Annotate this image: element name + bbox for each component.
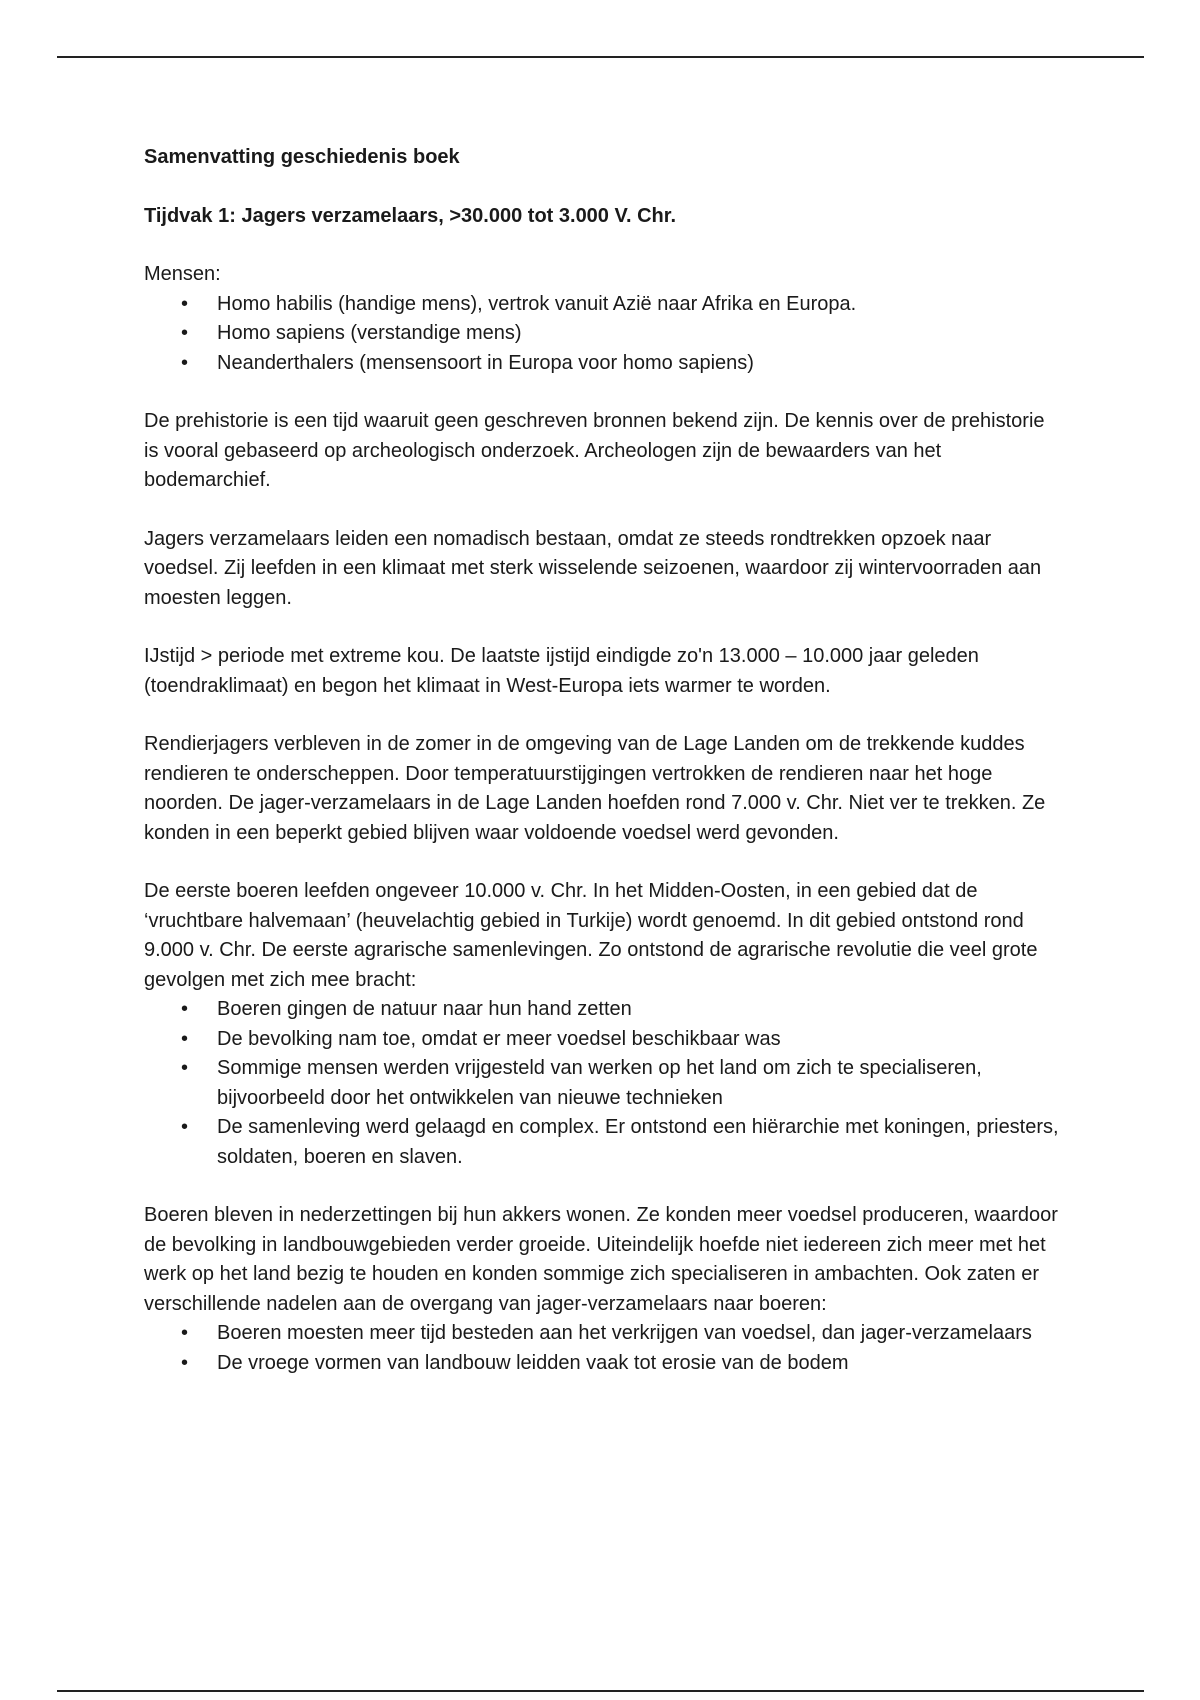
list-item: • Boeren moesten meer tijd besteden aan het verkrijgen van voedsel, dan jager-verzamelaars bbox=[144, 1319, 1064, 1349]
bullet-icon: • bbox=[181, 322, 189, 344]
document-title: Samenvatting geschiedenis boek bbox=[144, 146, 460, 168]
paragraph-first-farmers: De eerste boeren leefden ongeveer 10.000 v. Chr. In het Midden-Oosten, in een gebied dat de ‘vruchtbare halvemaan’ (heuvelachtig gebied in Turkije) wordt genoemd. In dit gebied ontstond rond 9.000 v. Chr. De eerste agrarische samenlevingen. Zo ontstond de agrarische revolutie die veel grote gevolgen met zich mee bracht: bbox=[144, 880, 1038, 991]
revolution-list bbox=[144, 995, 1064, 1172]
people-list bbox=[144, 290, 1064, 379]
paragraph-settlements: Boeren bleven in nederzettingen bij hun akkers wonen. Ze konden meer voedsel produceren, waardoor de bevolking in landbouwgebieden verder groeide. Uiteindelijk hoefde niet iedereen zich meer met het werk op het land bezig te houden en konden sommige zich specialiseren in ambachten. Ook zaten er verschillende nadelen aan de overgang van jager-verzamelaars naar boeren: bbox=[144, 1204, 1058, 1315]
bullet-icon: • bbox=[181, 1116, 189, 1138]
bottom-rule bbox=[57, 1690, 1144, 1692]
people-heading: Mensen: bbox=[144, 263, 221, 285]
disadvantages-list bbox=[144, 1319, 1064, 1378]
bullet-icon: • bbox=[181, 998, 189, 1020]
bullet-icon: • bbox=[181, 1351, 189, 1374]
bullet-icon: • bbox=[181, 1322, 189, 1344]
list-item: • Sommige mensen werden vrijgesteld van werken op het land om zich te specialiseren, bijvoorbeeld door het ontwikkelen van nieuwe technieken bbox=[144, 1054, 1064, 1113]
paragraph-ice-age: IJstijd > periode met extreme kou. De laatste ijstijd eindigde zo'n 13.000 – 10.000 jaar geleden (toendraklimaat) en begon het klimaat in West-Europa iets warmer te worden. bbox=[144, 645, 979, 697]
document-subtitle: Tijdvak 1: Jagers verzamelaars, >30.000 tot 3.000 V. Chr. bbox=[144, 204, 677, 227]
list-item: • De samenleving werd gelaagd en complex. Er ontstond een hiërarchie met koningen, priesters, soldaten, boeren en slaven. bbox=[144, 1113, 1064, 1172]
bullet-icon: • bbox=[181, 292, 189, 315]
top-rule bbox=[57, 56, 1144, 58]
bullet-icon: • bbox=[181, 1057, 189, 1079]
list-item: • Boeren gingen de natuur naar hun hand zetten bbox=[144, 995, 1064, 1025]
paragraph-reindeer-hunters: Rendierjagers verbleven in de zomer in de omgeving van de Lage Landen om de trekkende kuddes rendieren te onderscheppen. Door temperatuurstijgingen vertrokken de rendieren naar het hoge noorden. De jager-verzamelaars in de Lage Landen hoefden rond 7.000 v. Chr. Niet ver te trekken. Ze konden in een beperkt gebied blijven waar voldoende voedsel werd gevonden. bbox=[144, 733, 1046, 844]
list-item: • Homo sapiens (verstandige mens) bbox=[144, 319, 1064, 349]
list-item: • De bevolking nam toe, omdat er meer voedsel beschikbaar was bbox=[144, 1025, 1064, 1055]
list-item: • Homo habilis (handige mens), vertrok vanuit Azië naar Afrika en Europa. bbox=[144, 290, 1064, 320]
document-body bbox=[144, 143, 1064, 1378]
paragraph-nomads: Jagers verzamelaars leiden een nomadisch bestaan, omdat ze steeds rondtrekken opzoek naar voedsel. Zij leefden in een klimaat met sterk wisselende seizoenen, waardoor zij wintervoorraden aan moesten leggen. bbox=[144, 527, 1042, 609]
bullet-icon: • bbox=[181, 351, 189, 374]
list-item: • Neanderthalers (mensensoort in Europa voor homo sapiens) bbox=[144, 349, 1064, 379]
list-item: • De vroege vormen van landbouw leidden vaak tot erosie van de bodem bbox=[144, 1349, 1064, 1379]
bullet-icon: • bbox=[181, 1027, 189, 1050]
paragraph-prehistory: De prehistorie is een tijd waaruit geen geschreven bronnen bekend zijn. De kennis over de prehistorie is vooral gebaseerd op archeologisch onderzoek. Archeologen zijn de bewaarders van het bodemarchief. bbox=[144, 410, 1045, 491]
